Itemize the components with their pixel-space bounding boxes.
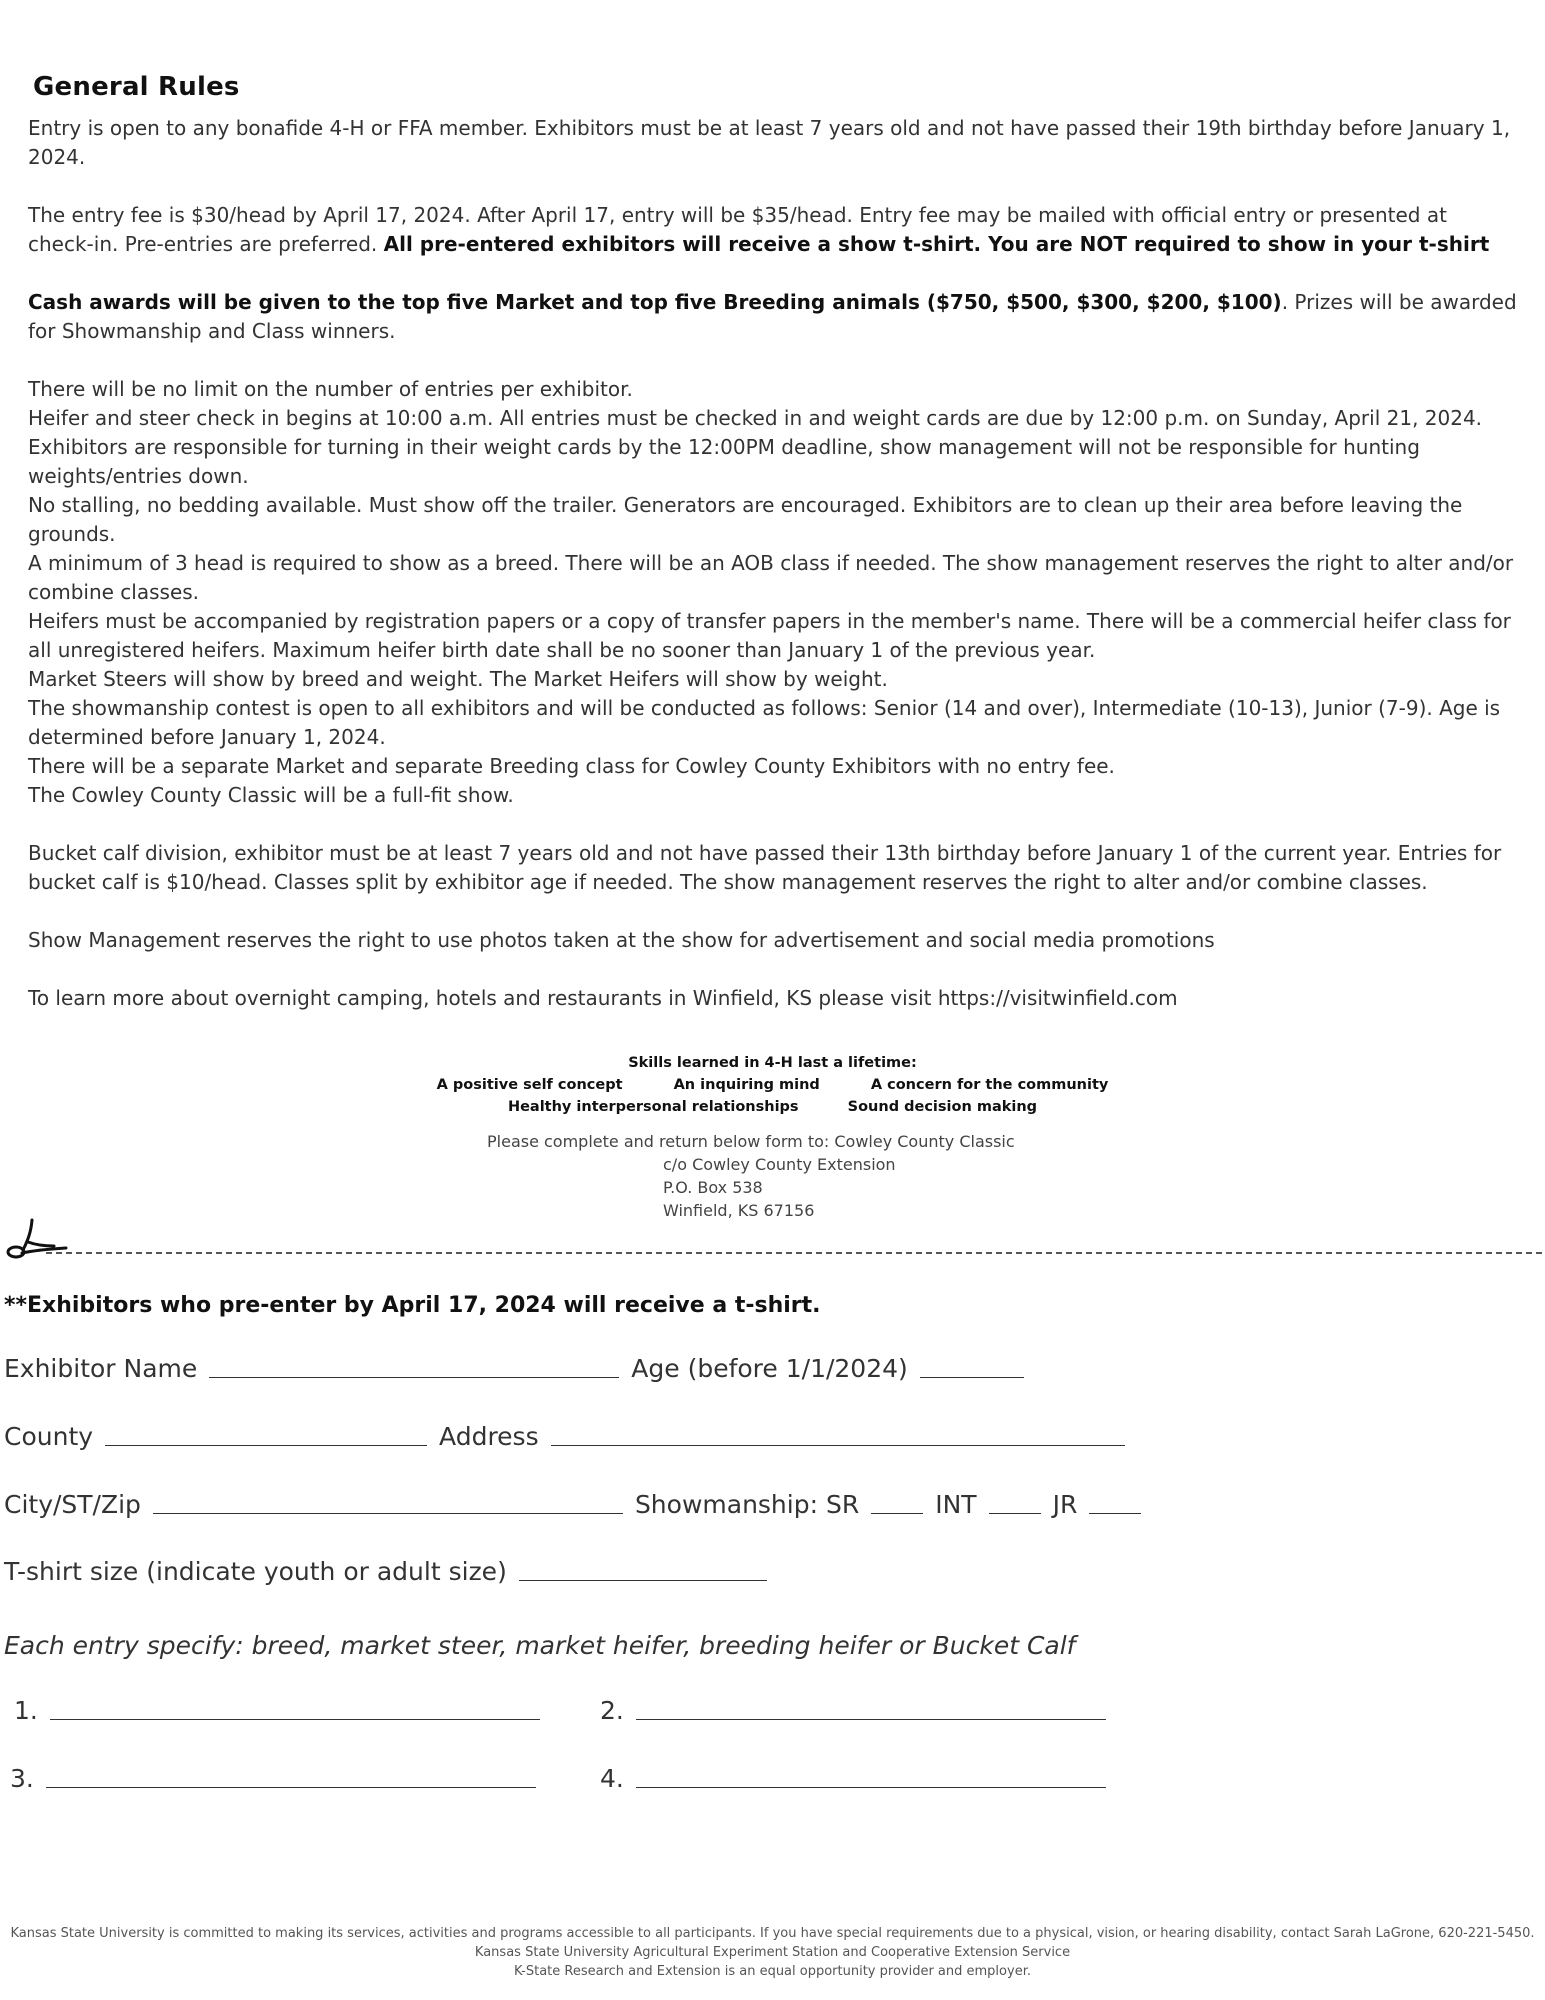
rule-bucket-calf: Bucket calf division, exhibitor must be at least 7 years old and not have passed their 13th birthday before January 1 of the current year. Entries for bucket calf is $10/head. Classes split by exhibitor age if needed. The show management reserves the right to alter and/or combine classes. <box>28 841 1502 894</box>
cut-line <box>46 1252 1542 1254</box>
showmanship-sr-label: Showmanship: SR <box>634 1490 860 1519</box>
return-address <box>487 1130 1015 1222</box>
showmanship-jr-label: JR <box>1052 1490 1078 1519</box>
rule-item: There will be no limit on the number of entries per exhibitor. <box>28 377 633 401</box>
age-field[interactable] <box>920 1376 1024 1378</box>
showmanship-jr-field[interactable] <box>1089 1512 1141 1514</box>
rule-entry-fee <box>28 201 1518 259</box>
address-label: Address <box>439 1422 539 1451</box>
age-label: Age (before 1/1/2024) <box>631 1354 908 1383</box>
rule-item: No stalling, no bedding available. Must show off the trailer. Generators are encouraged. Exhibitors are to clean up their area before leaving the grounds. <box>28 493 1463 546</box>
rule-photos: Show Management reserves the right to use photos taken at the show for advertisement and social media promotions <box>28 928 1215 952</box>
skills-row <box>0 1074 1545 1096</box>
rules-section <box>28 114 1518 1013</box>
exhibitor-name-label: Exhibitor Name <box>4 1354 198 1383</box>
rule-item: The showmanship contest is open to all exhibitors and will be conducted as follows: Senior (14 and over), Intermediate (10-13), Junior (7-9). Age is determined before January 1, 2024. <box>28 696 1501 749</box>
tshirt-label: T-shirt size (indicate youth or adult size) <box>4 1557 507 1586</box>
showmanship-int-label: INT <box>935 1490 977 1519</box>
prizes-text: . Prizes will be awarded for Showmanship and Class winners. <box>28 290 1517 343</box>
showmanship-sr-field[interactable] <box>871 1512 923 1514</box>
page-title: General Rules <box>33 72 240 102</box>
scissors-icon <box>2 1212 68 1262</box>
footer-accessibility: Kansas State University is committed to making its services, activities and programs accessible to all participants. If you have special requirements due to a physical, vision, or hearing disability, contact Sarah LaGrone, 620-221-5450. <box>10 1926 1535 1941</box>
tshirt-note: All pre-entered exhibitors will receive a show t-shirt. You are NOT required to show in your t-shirt <box>383 232 1490 256</box>
entry-fee-text: The entry fee is $30/head by April 17, 2024. After April 17, entry will be $35/head. Entry fee may be mailed with official entry or presented at check-in. Pre-entries are preferred. <box>28 203 1447 256</box>
city-label: City/ST/Zip <box>4 1490 141 1519</box>
county-field[interactable] <box>105 1444 427 1446</box>
address-line: Winfield, KS 67156 <box>663 1201 815 1220</box>
skill-item: Healthy interpersonal relationships <box>507 1099 799 1115</box>
cash-awards-text: Cash awards will be given to the top five Market and top five Breeding animals ($750, $500, $300, $200, $100) <box>28 290 1282 314</box>
entry-number: 2. <box>600 1696 624 1725</box>
entry-number: 3. <box>10 1764 34 1793</box>
rule-item: Heifer and steer check in begins at 10:00 a.m. All entries must be checked in and weight cards are due by 12:00 p.m. on Sunday, April 21, 2024. <box>28 406 1483 430</box>
entry-field-1[interactable] <box>50 1718 540 1720</box>
skills-row <box>0 1096 1545 1118</box>
county-label: County <box>4 1422 94 1451</box>
city-field[interactable] <box>153 1512 623 1514</box>
entry-instructions: Each entry specify: breed, market steer, market heifer, breeding heifer or Bucket Calf <box>4 1631 1076 1660</box>
skills-block <box>0 1052 1545 1118</box>
rule-item: Exhibitors are responsible for turning in their weight cards by the 12:00PM deadline, show management will not be responsible for hunting weights/entries down. <box>28 435 1420 488</box>
return-instruction: Please complete and return below form to: Cowley County Classic <box>487 1132 1015 1151</box>
address-line: c/o Cowley County Extension <box>663 1155 896 1174</box>
entry-row-1 <box>14 1696 552 1725</box>
rule-item: A minimum of 3 head is required to show as a breed. There will be an AOB class if needed. The show management reserves the right to alter and/or combine classes. <box>28 551 1514 604</box>
footer <box>0 1924 1545 1981</box>
entry-field-3[interactable] <box>46 1786 536 1788</box>
tshirt-field[interactable] <box>519 1579 767 1581</box>
preenter-note: **Exhibitors who pre-enter by April 17, 2024 will receive a t-shirt. <box>4 1293 821 1318</box>
form-row-tshirt <box>4 1557 779 1586</box>
footer-equal-opportunity: K-State Research and Extension is an equal opportunity provider and employer. <box>514 1964 1031 1979</box>
entry-row-2 <box>600 1696 1118 1725</box>
skill-item: An inquiring mind <box>673 1077 820 1093</box>
rule-eligibility: Entry is open to any bonafide 4-H or FFA member. Exhibitors must be at least 7 years old and not have passed their 19th birthday before January 1, 2024. <box>28 116 1511 169</box>
rule-item: Market Steers will show by breed and weight. The Market Heifers will show by weight. <box>28 667 888 691</box>
entry-number: 4. <box>600 1764 624 1793</box>
rule-lodging-info: To learn more about overnight camping, hotels and restaurants in Winfield, KS please visit https://visitwinfield.com <box>28 986 1178 1010</box>
entry-number: 1. <box>14 1696 38 1725</box>
form-row-name <box>4 1354 1036 1383</box>
footer-agency: Kansas State University Agricultural Experiment Station and Cooperative Extension Service <box>474 1945 1071 1960</box>
skill-item: Sound decision making <box>847 1099 1038 1115</box>
rule-item: There will be a separate Market and separate Breeding class for Cowley County Exhibitors with no entry fee. <box>28 754 1115 778</box>
skill-item: A positive self concept <box>436 1077 623 1093</box>
entry-row-3 <box>10 1764 548 1793</box>
entry-field-2[interactable] <box>636 1718 1106 1720</box>
exhibitor-name-field[interactable] <box>209 1376 619 1378</box>
skills-heading: Skills learned in 4-H last a lifetime: <box>628 1055 917 1071</box>
skill-item: A concern for the community <box>870 1077 1109 1093</box>
entry-row-4 <box>600 1764 1118 1793</box>
form-row-city <box>4 1490 1153 1519</box>
address-field[interactable] <box>551 1444 1125 1446</box>
showmanship-int-field[interactable] <box>989 1512 1041 1514</box>
rule-item: The Cowley County Classic will be a full-fit show. <box>28 783 514 807</box>
entry-field-4[interactable] <box>636 1786 1106 1788</box>
form-row-county <box>4 1422 1137 1451</box>
address-line: P.O. Box 538 <box>663 1178 763 1197</box>
rule-cash-awards <box>28 288 1518 346</box>
rule-item: Heifers must be accompanied by registration papers or a copy of transfer papers in the member's name. There will be a commercial heifer class for all unregistered heifers. Maximum heifer birth date shall be no sooner than January 1 of the previous year. <box>28 609 1511 662</box>
